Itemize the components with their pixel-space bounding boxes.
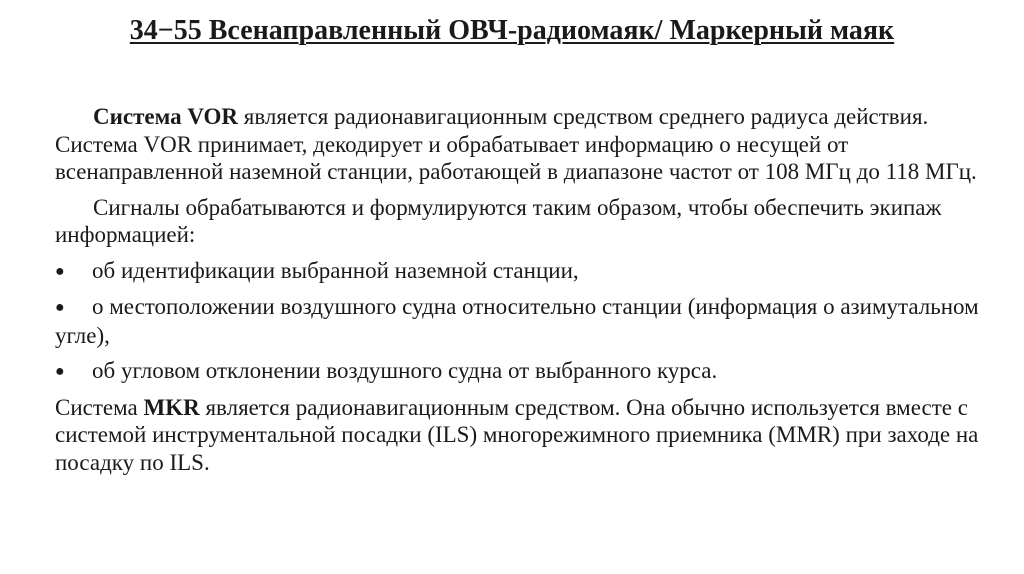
mkr-description: является радионавигационным средством. Она обычно используется вместе с системой инструментальной посадки (ILS) многорежимного приемника (MMR) при заходе на посадку по ILS. <box>55 394 979 475</box>
bullet-item <box>55 357 995 386</box>
slide-title: 34−55 Всенаправленный ОВЧ-радиомаяк/ Маркерный маяк <box>129 15 895 46</box>
slide-body <box>55 103 995 484</box>
vor-term: Система VOR <box>93 104 238 129</box>
bullet-item <box>55 293 995 349</box>
bullet-dot-icon: ● <box>55 262 65 280</box>
vor-description: является радионавигационным средством среднего радиуса действия. Система VOR принимает, декодирует и обрабатывает информацию о несущей от всенаправленной наземной станции, работающей в диапазоне частот от 108 МГц до 118 МГц. <box>55 104 977 184</box>
bullet-text: о местоположении воздушного судна относительно станции (информация о азимутальном угле), <box>55 294 979 348</box>
bullet-dot-icon: ● <box>55 299 65 316</box>
mkr-term: MKR <box>143 394 200 420</box>
bullet-text: об идентификации выбранной наземной станции, <box>92 257 579 283</box>
paragraph-signals: Сигналы обрабатываются и формулируются таким образом, чтобы обеспечить экипаж информацией: <box>55 194 942 247</box>
paragraph-vor <box>55 103 995 186</box>
bullet-item <box>55 257 995 286</box>
paragraph-mkr <box>55 394 995 477</box>
bullet-dot-icon: ● <box>55 363 65 380</box>
mkr-prefix: Система <box>55 394 144 420</box>
bullet-text: об угловом отклонении воздушного судна от выбранного курса. <box>92 358 718 383</box>
